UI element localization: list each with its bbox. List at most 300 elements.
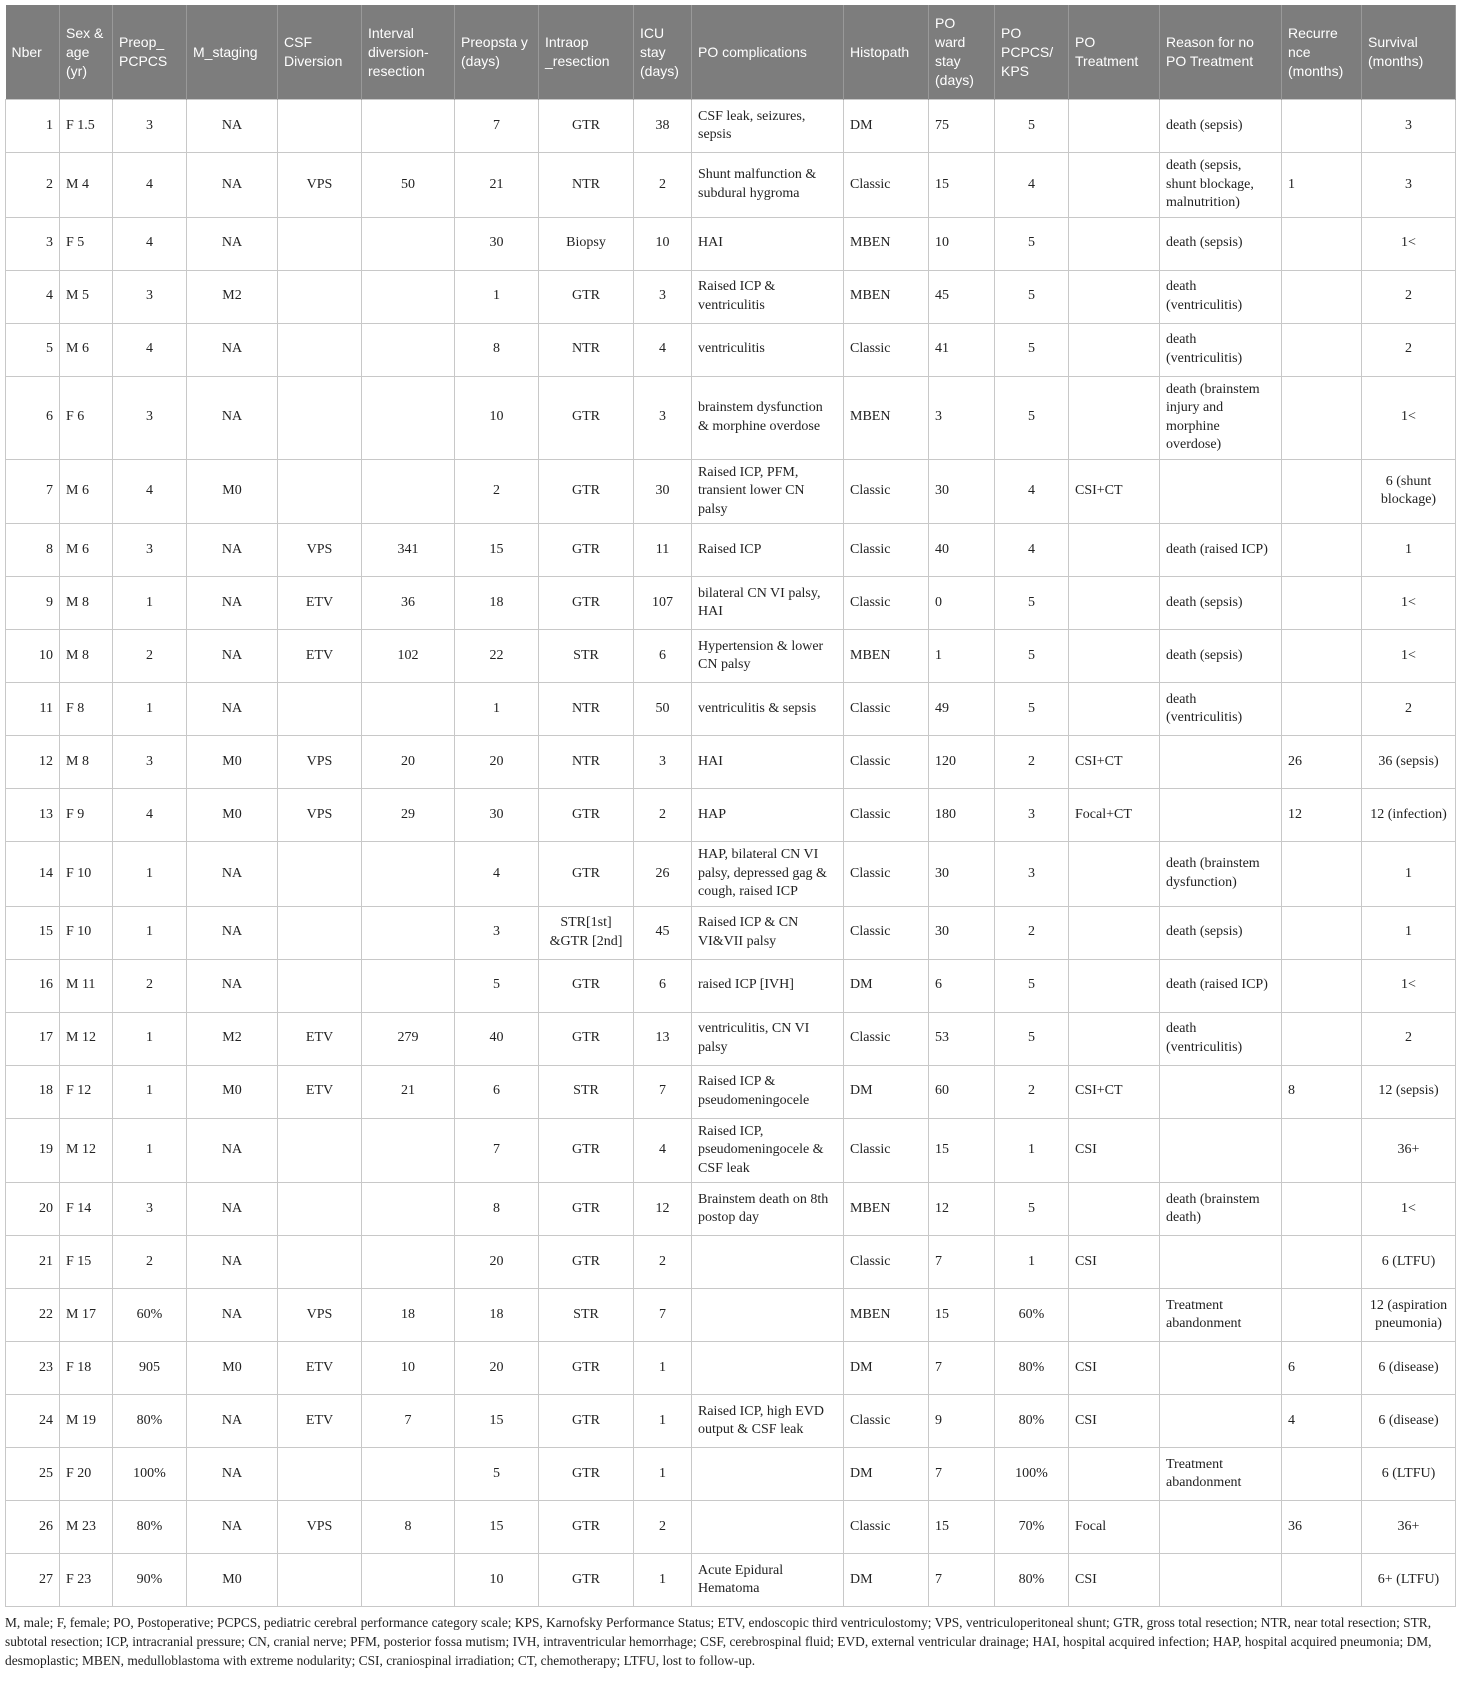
table-cell <box>1282 683 1362 736</box>
table-cell: 1< <box>1362 376 1456 459</box>
table-cell: 7 <box>634 1289 692 1342</box>
table-cell <box>692 1342 844 1395</box>
table-cell: 53 <box>929 1012 995 1065</box>
table-cell <box>1282 524 1362 577</box>
table-row <box>6 789 1456 842</box>
table-cell: GTR <box>539 100 634 153</box>
table-cell: 4 <box>113 153 187 218</box>
table-cell <box>1069 270 1160 323</box>
table-cell: 8 <box>455 323 539 376</box>
table-cell: 905 <box>113 1342 187 1395</box>
table-cell: 1 <box>455 683 539 736</box>
table-cell: 70% <box>995 1501 1069 1554</box>
table-cell: 1 <box>6 100 60 153</box>
table-cell: DM <box>844 1342 929 1395</box>
table-row <box>6 577 1456 630</box>
table-cell: F 15 <box>60 1236 113 1289</box>
table-cell: 15 <box>455 1501 539 1554</box>
table-cell: 1 <box>113 906 187 959</box>
table-row <box>6 1448 1456 1501</box>
table-cell: 22 <box>6 1289 60 1342</box>
table-body <box>6 100 1456 1607</box>
table-cell: M2 <box>187 270 278 323</box>
table-cell <box>1069 153 1160 218</box>
table-cell: F 18 <box>60 1342 113 1395</box>
table-cell <box>362 1118 455 1183</box>
table-cell: M0 <box>187 736 278 789</box>
table-cell: 50 <box>634 683 692 736</box>
table-cell: 279 <box>362 1012 455 1065</box>
table-cell: 2 <box>1362 270 1456 323</box>
table-cell: NA <box>187 1501 278 1554</box>
table-cell: 27 <box>6 1554 60 1607</box>
table-cell: Classic <box>844 789 929 842</box>
table-cell <box>1282 577 1362 630</box>
table-cell: 3 <box>113 376 187 459</box>
table-cell <box>1282 376 1362 459</box>
table-cell <box>278 100 362 153</box>
table-cell <box>692 1289 844 1342</box>
table-cell: 3 <box>6 217 60 270</box>
table-cell: 5 <box>995 270 1069 323</box>
table-cell: 5 <box>995 1183 1069 1236</box>
table-cell: 12 (aspiration pneumonia) <box>1362 1289 1456 1342</box>
table-cell: NA <box>187 524 278 577</box>
table-cell: 2 <box>995 1065 1069 1118</box>
table-cell: ETV <box>278 577 362 630</box>
table-cell: 80% <box>113 1395 187 1448</box>
table-cell: 15 <box>455 524 539 577</box>
table-cell: F 23 <box>60 1554 113 1607</box>
table-cell: 12 <box>6 736 60 789</box>
table-cell: 2 <box>634 1236 692 1289</box>
table-cell: F 10 <box>60 906 113 959</box>
table-cell: GTR <box>539 1395 634 1448</box>
column-header: M_staging <box>187 5 278 100</box>
table-cell: NA <box>187 1289 278 1342</box>
patient-table <box>5 5 1456 1607</box>
table-cell: VPS <box>278 153 362 218</box>
table-cell: 4 <box>113 217 187 270</box>
table-cell: 8 <box>1282 1065 1362 1118</box>
table-cell: 30 <box>929 906 995 959</box>
table-cell: F 14 <box>60 1183 113 1236</box>
table-cell: death (sepsis) <box>1160 630 1282 683</box>
table-cell <box>362 1554 455 1607</box>
table-row <box>6 906 1456 959</box>
table-cell: 4 <box>995 524 1069 577</box>
table-cell: 100% <box>113 1448 187 1501</box>
table-cell: 22 <box>455 630 539 683</box>
table-cell: 7 <box>362 1395 455 1448</box>
table-cell: 1 <box>113 842 187 907</box>
table-cell: 3 <box>1362 100 1456 153</box>
table-row <box>6 1342 1456 1395</box>
table-cell <box>362 459 455 524</box>
table-cell <box>278 1183 362 1236</box>
table-cell: M0 <box>187 1065 278 1118</box>
table-cell: 40 <box>455 1012 539 1065</box>
table-cell: M 5 <box>60 270 113 323</box>
table-cell <box>278 376 362 459</box>
table-cell: 3 <box>113 1183 187 1236</box>
table-cell: 20 <box>362 736 455 789</box>
column-header: Reason for no PO Treatment <box>1160 5 1282 100</box>
table-cell: 4 <box>113 789 187 842</box>
table-cell: 5 <box>995 577 1069 630</box>
table-cell: death (sepsis) <box>1160 577 1282 630</box>
table-cell: M 11 <box>60 959 113 1012</box>
table-cell: 25 <box>6 1448 60 1501</box>
table-cell: CSI <box>1069 1342 1160 1395</box>
table-cell: 3 <box>455 906 539 959</box>
table-cell: DM <box>844 959 929 1012</box>
table-cell: GTR <box>539 789 634 842</box>
column-header: Sex & age (yr) <box>60 5 113 100</box>
table-cell: CSI <box>1069 1236 1160 1289</box>
table-cell: 1 <box>634 1342 692 1395</box>
table-cell: 6 <box>634 959 692 1012</box>
table-cell: 9 <box>6 577 60 630</box>
table-cell: 1 <box>1362 906 1456 959</box>
table-cell: 10 <box>455 1554 539 1607</box>
table-cell: 30 <box>929 842 995 907</box>
table-cell <box>362 323 455 376</box>
table-cell: 36 <box>1282 1501 1362 1554</box>
table-cell: 4 <box>455 842 539 907</box>
table-cell: 36 <box>362 577 455 630</box>
table-cell: GTR <box>539 959 634 1012</box>
table-cell <box>1069 906 1160 959</box>
table-cell: 1 <box>634 1554 692 1607</box>
table-cell <box>1069 959 1160 1012</box>
table-cell: 4 <box>1282 1395 1362 1448</box>
table-cell: 41 <box>929 323 995 376</box>
table-cell: 5 <box>995 100 1069 153</box>
table-cell: death (ventriculitis) <box>1160 323 1282 376</box>
table-cell: NA <box>187 153 278 218</box>
table-cell: 60% <box>995 1289 1069 1342</box>
table-row <box>6 1183 1456 1236</box>
table-cell: 6 <box>929 959 995 1012</box>
table-cell: 7 <box>6 459 60 524</box>
table-cell: 80% <box>995 1395 1069 1448</box>
table-cell: 75 <box>929 100 995 153</box>
table-cell: 19 <box>6 1118 60 1183</box>
table-row <box>6 1118 1456 1183</box>
table-cell: NA <box>187 1118 278 1183</box>
table-cell <box>1160 736 1282 789</box>
table-cell: 16 <box>6 959 60 1012</box>
table-cell: MBEN <box>844 630 929 683</box>
table-cell: GTR <box>539 1342 634 1395</box>
table-cell <box>278 906 362 959</box>
table-cell: ventriculitis & sepsis <box>692 683 844 736</box>
table-cell: 3 <box>929 376 995 459</box>
table-cell: death (ventriculitis) <box>1160 270 1282 323</box>
table-cell: 18 <box>455 1289 539 1342</box>
table-cell: 1 <box>113 1118 187 1183</box>
table-cell: 36+ <box>1362 1118 1456 1183</box>
table-row <box>6 1554 1456 1607</box>
table-cell: 20 <box>6 1183 60 1236</box>
table-cell <box>1160 1395 1282 1448</box>
table-cell <box>1069 1012 1160 1065</box>
table-cell <box>1282 842 1362 907</box>
table-cell: ETV <box>278 1012 362 1065</box>
table-cell: GTR <box>539 577 634 630</box>
table-cell: 12 (sepsis) <box>1362 1065 1456 1118</box>
table-cell: M 6 <box>60 459 113 524</box>
table-cell <box>1069 630 1160 683</box>
table-cell: 17 <box>6 1012 60 1065</box>
table-cell: M0 <box>187 1342 278 1395</box>
table-cell: CSI <box>1069 1554 1160 1607</box>
table-cell: 7 <box>634 1065 692 1118</box>
table-cell: DM <box>844 100 929 153</box>
table-cell: NA <box>187 1183 278 1236</box>
table-cell: 10 <box>929 217 995 270</box>
table-cell: 6 (LTFU) <box>1362 1236 1456 1289</box>
table-cell: 6 (disease) <box>1362 1342 1456 1395</box>
table-cell: F 8 <box>60 683 113 736</box>
table-cell: 3 <box>113 100 187 153</box>
table-cell <box>692 1236 844 1289</box>
table-cell <box>1282 1236 1362 1289</box>
table-cell: 1 <box>995 1118 1069 1183</box>
table-cell: 6 <box>634 630 692 683</box>
table-cell: 2 <box>995 736 1069 789</box>
column-header: Survival (months) <box>1362 5 1456 100</box>
table-cell: 7 <box>929 1236 995 1289</box>
table-row <box>6 100 1456 153</box>
table-cell <box>1160 789 1282 842</box>
table-cell: 45 <box>634 906 692 959</box>
table-cell: F 1.5 <box>60 100 113 153</box>
table-cell: GTR <box>539 1236 634 1289</box>
table-cell: death (brainstem injury and morphine overdose) <box>1160 376 1282 459</box>
table-cell <box>278 217 362 270</box>
table-cell: Classic <box>844 577 929 630</box>
column-header: CSF Diversion <box>278 5 362 100</box>
table-cell: 36+ <box>1362 1501 1456 1554</box>
table-cell: 20 <box>455 1342 539 1395</box>
table-cell: 6 (shunt blockage) <box>1362 459 1456 524</box>
table-cell: 9 <box>929 1395 995 1448</box>
table-cell: CSI <box>1069 1395 1160 1448</box>
table-cell: Classic <box>844 842 929 907</box>
table-cell <box>278 1554 362 1607</box>
table-cell: 5 <box>995 217 1069 270</box>
table-cell: Raised ICP & CN VI&VII palsy <box>692 906 844 959</box>
table-cell: 8 <box>362 1501 455 1554</box>
table-cell: VPS <box>278 789 362 842</box>
table-cell <box>1069 842 1160 907</box>
table-cell: 2 <box>113 959 187 1012</box>
table-row <box>6 1395 1456 1448</box>
table-cell: GTR <box>539 1118 634 1183</box>
table-cell <box>1282 323 1362 376</box>
table-cell: 1 <box>634 1448 692 1501</box>
table-cell: VPS <box>278 524 362 577</box>
table-cell <box>1069 577 1160 630</box>
table-cell: Raised ICP, high EVD output & CSF leak <box>692 1395 844 1448</box>
table-cell: VPS <box>278 736 362 789</box>
table-cell <box>278 459 362 524</box>
table-cell: 60 <box>929 1065 995 1118</box>
table-cell: 2 <box>634 1501 692 1554</box>
table-cell <box>1069 683 1160 736</box>
table-cell: 180 <box>929 789 995 842</box>
table-cell: brainstem dysfunction & morphine overdose <box>692 376 844 459</box>
table-cell <box>1282 959 1362 1012</box>
table-cell <box>362 842 455 907</box>
table-cell: Classic <box>844 1501 929 1554</box>
table-cell: 1< <box>1362 1183 1456 1236</box>
table-cell <box>1160 1554 1282 1607</box>
table-cell <box>1069 217 1160 270</box>
table-cell <box>1160 1065 1282 1118</box>
table-cell <box>1282 270 1362 323</box>
table-cell: 4 <box>113 323 187 376</box>
table-cell: M 6 <box>60 323 113 376</box>
table-cell <box>278 323 362 376</box>
table-cell: death (sepsis) <box>1160 906 1282 959</box>
table-cell: 11 <box>6 683 60 736</box>
table-cell: 20 <box>455 1236 539 1289</box>
table-cell: 30 <box>929 459 995 524</box>
column-header: PO ward stay (days) <box>929 5 995 100</box>
table-cell: 50 <box>362 153 455 218</box>
table-row <box>6 1012 1456 1065</box>
table-cell <box>362 906 455 959</box>
table-cell: death (ventriculitis) <box>1160 1012 1282 1065</box>
table-cell: 21 <box>362 1065 455 1118</box>
table-cell: NA <box>187 906 278 959</box>
table-cell: 80% <box>995 1342 1069 1395</box>
table-cell: 10 <box>362 1342 455 1395</box>
table-cell <box>362 376 455 459</box>
table-cell: 5 <box>995 376 1069 459</box>
table-cell: 2 <box>6 153 60 218</box>
table-cell: ETV <box>278 630 362 683</box>
table-cell: 1 <box>113 1012 187 1065</box>
table-cell: 4 <box>995 459 1069 524</box>
table-cell: HAP, bilateral CN VI palsy, depressed gag & cough, raised ICP <box>692 842 844 907</box>
table-row <box>6 959 1456 1012</box>
table-cell: CSI <box>1069 1118 1160 1183</box>
table-cell <box>1282 1448 1362 1501</box>
table-cell: death (raised ICP) <box>1160 524 1282 577</box>
column-header: Recurre nce (months) <box>1282 5 1362 100</box>
table-cell: 7 <box>929 1448 995 1501</box>
table-cell <box>1069 323 1160 376</box>
table-cell: 12 (infection) <box>1362 789 1456 842</box>
table-cell: 4 <box>6 270 60 323</box>
table-cell <box>362 683 455 736</box>
table-cell: 1< <box>1362 630 1456 683</box>
table-cell: NA <box>187 959 278 1012</box>
table-cell: 5 <box>995 683 1069 736</box>
table-cell: ventriculitis, CN VI palsy <box>692 1012 844 1065</box>
table-cell: CSI+CT <box>1069 736 1160 789</box>
table-cell: 341 <box>362 524 455 577</box>
table-row <box>6 270 1456 323</box>
table-cell <box>1160 1501 1282 1554</box>
table-cell: HAP <box>692 789 844 842</box>
table-cell: 102 <box>362 630 455 683</box>
table-cell: bilateral CN VI palsy, HAI <box>692 577 844 630</box>
table-cell: Classic <box>844 683 929 736</box>
table-cell: NA <box>187 323 278 376</box>
table-cell: 26 <box>634 842 692 907</box>
table-cell: 6+ (LTFU) <box>1362 1554 1456 1607</box>
table-cell: 10 <box>455 376 539 459</box>
table-cell: 40 <box>929 524 995 577</box>
table-cell: 60% <box>113 1289 187 1342</box>
table-cell: 5 <box>455 1448 539 1501</box>
table-cell: 18 <box>455 577 539 630</box>
table-cell: 100% <box>995 1448 1069 1501</box>
table-cell: 107 <box>634 577 692 630</box>
table-cell: Classic <box>844 153 929 218</box>
table-cell: 1 <box>455 270 539 323</box>
table-cell: Focal+CT <box>1069 789 1160 842</box>
table-cell: 13 <box>6 789 60 842</box>
table-cell: STR <box>539 630 634 683</box>
table-cell: 80% <box>113 1501 187 1554</box>
table-cell: M0 <box>187 789 278 842</box>
table-cell: 38 <box>634 100 692 153</box>
table-cell: MBEN <box>844 270 929 323</box>
table-cell <box>692 1501 844 1554</box>
table-cell <box>362 270 455 323</box>
table-cell: 14 <box>6 842 60 907</box>
table-cell: 3 <box>634 376 692 459</box>
table-cell: M 6 <box>60 524 113 577</box>
table-cell: F 9 <box>60 789 113 842</box>
table-cell <box>1282 1554 1362 1607</box>
table-cell: GTR <box>539 1501 634 1554</box>
table-cell: M 8 <box>60 577 113 630</box>
table-cell: M 17 <box>60 1289 113 1342</box>
table-cell: 3 <box>634 270 692 323</box>
table-cell <box>278 683 362 736</box>
table-cell: 2 <box>634 153 692 218</box>
table-cell: 2 <box>634 789 692 842</box>
table-cell: 2 <box>455 459 539 524</box>
table-cell: GTR <box>539 1183 634 1236</box>
table-cell: Raised ICP, pseudomeningocele & CSF leak <box>692 1118 844 1183</box>
table-cell: 18 <box>6 1065 60 1118</box>
table-cell: 12 <box>929 1183 995 1236</box>
table-cell: M 23 <box>60 1501 113 1554</box>
table-header-row <box>6 5 1456 100</box>
table-cell: Acute Epidural Hematoma <box>692 1554 844 1607</box>
table-cell: GTR <box>539 376 634 459</box>
table-cell <box>362 217 455 270</box>
table-cell: Classic <box>844 736 929 789</box>
table-cell: 6 <box>1282 1342 1362 1395</box>
table-row <box>6 630 1456 683</box>
table-cell: death (sepsis, shunt blockage, malnutrition) <box>1160 153 1282 218</box>
table-cell: 26 <box>1282 736 1362 789</box>
table-cell <box>1160 1118 1282 1183</box>
table-cell: Brainstem death on 8th postop day <box>692 1183 844 1236</box>
table-cell: 4 <box>634 1118 692 1183</box>
table-cell: Raised ICP & pseudomeningocele <box>692 1065 844 1118</box>
table-cell: NA <box>187 577 278 630</box>
